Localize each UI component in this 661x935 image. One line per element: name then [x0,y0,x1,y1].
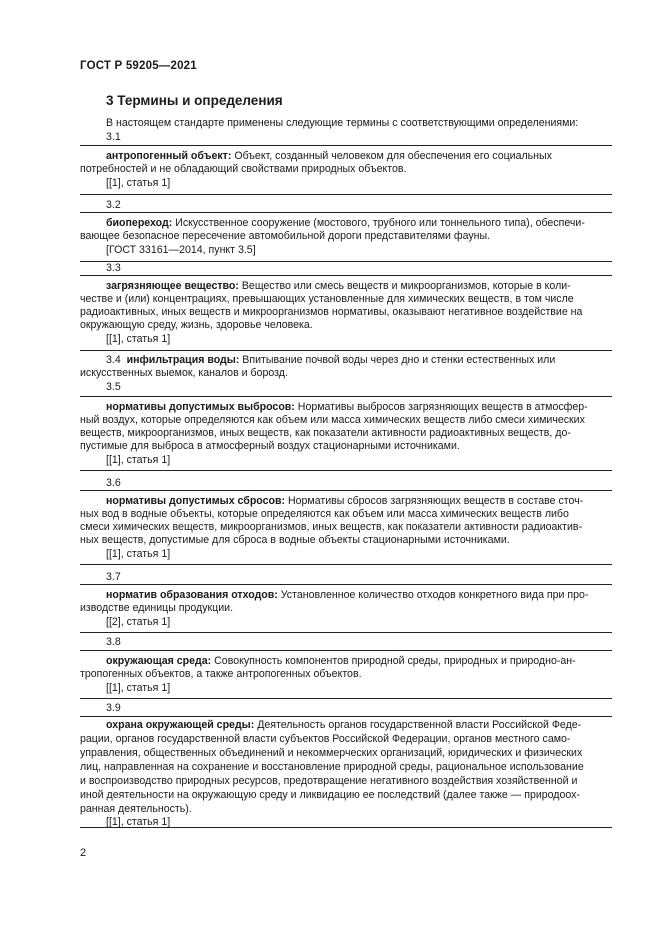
reference: [[1], статья 1] [106,548,171,560]
reference: [[2], статья 1] [106,616,171,628]
entry-number: 3.8 [106,636,121,648]
intro-text: В настоящем стандарте применены следующие термины с соответствующими определениями: [106,117,579,129]
definition-line: радиоактивных, иных веществ и микроорганизмов нормативы, оказывают негативное воздействие на [80,306,583,318]
term: антропогенный объект: [106,150,232,162]
reference: [ГОСТ 33161—2014, пункт 3.5] [106,244,256,256]
definition-box [80,145,612,195]
term: инфильтрация воды: [126,354,240,366]
definition-line: рации, органов государственной власти субъектов Российской Федерации, органов местного само- [80,733,571,745]
definition-line: вающее безопасное пересечение автомобильной дороги представителями фауны. [80,230,491,242]
term: загрязняющее вещество: [106,280,239,292]
entry-number: 3.3 [106,262,121,274]
definition-line: иной деятельности на окружающую среду и ликвидацию ее последствий (далее также — природоох- [80,789,580,801]
definition-line: искусственных выемок, каналов и борозд. [80,367,288,380]
definition-line: лиц, направленная на сохранение и восстановление природной среды, рациональное использование [80,761,584,773]
definition-line: изводстве единицы продукции. [80,602,234,614]
definition-line: пустимые для выброса в атмосферный воздух стационарными источниками. [80,440,460,452]
entry-number: 3.9 [106,702,121,714]
entry-number: 3.1 [106,131,121,143]
definition-line: ных веществ, допустимые для сброса в водные объекты стационарными источниками. [80,534,510,546]
reference: [[1], статья 1] [106,682,171,694]
reference: [[1], статья 1] [106,816,171,828]
reference: [[1], статья 1] [106,177,171,189]
definition-line: ный воздух, которые определяются как объем или масса химических веществ либо смеси химических [80,414,585,426]
definition-line: антропогенный объект: Объект, созданный человеком для обеспечения его социальных [106,150,552,162]
definition-box [80,275,612,351]
term: биопереход: [106,217,173,229]
reference: [[1], статья 1] [106,454,171,466]
definition-line: загрязняющее вещество: Вещество или смесь веществ и микроорганизмов, которые в коли- [106,280,571,292]
definition-box [80,716,612,828]
definition-line: биопереход: Искусственное сооружение (мостового, трубного или тоннельного типа), обеспечи- [106,217,585,229]
entry-number: 3.5 [106,381,121,393]
definition-line: веществ, микроорганизмов, иных веществ, как показатели активности радиоактивных веществ, до- [80,427,571,439]
definition-line: ных вод в водные объекты, которые определяются как объем или масса химических веществ либо [80,508,569,520]
term: охрана окружающей среды: [106,719,255,731]
definition-line: управления, общественных объединений и некоммерческих организаций, юридических и физических [80,747,583,759]
reference: [[1], статья 1] [106,333,171,345]
definition-line: окружающую среду, жизнь, здоровье человека. [80,319,313,331]
definition-line: потребностей и не обладающий свойствами природных объектов. [80,163,407,175]
definition-line: норматив образования отходов: Установленное количество отходов конкретного вида при про- [106,589,589,601]
definition-box [80,650,612,699]
entry-number: 3.6 [106,477,121,489]
definition-line: охрана окружающей среды: Деятельность органов государственной власти Российской Феде- [106,719,582,731]
definition-line: и воспроизводство природных ресурсов, предотвращение негативного воздействия хозяйственной и [80,775,578,787]
definition-box [80,212,612,262]
term: норматив образования отходов: [106,589,278,601]
entry-number: 3.7 [106,571,121,583]
definition-line: честве и (или) концентрациях, превышающих установленные для химических веществ, в том числе [80,293,574,305]
definition-line: смеси химических веществ, микроорганизмов, иных веществ, как показатели активности радиоактив- [80,521,583,533]
section-title: 3 Термины и определения [106,93,283,108]
definition-line: тропогенных объектов, а также антропогенных объектов. [80,668,362,680]
definition-line: окружающая среда: Совокупность компонентов природной среды, природных и природно-ан- [106,655,576,667]
definition-line: 3.4 инфильтрация воды: Впитывание почвой воды через дно и стенки естественных или [106,354,556,366]
entry-number: 3.2 [106,199,121,211]
definition-box [80,584,612,633]
page-number: 2 [80,847,87,859]
definition-box [80,490,612,565]
term: окружающая среда: [106,655,212,667]
definition-plain [80,354,612,381]
definition-line: нормативы допустимых сбросов: Нормативы сбросов загрязняющих веществ в составе сточ- [106,495,584,507]
standard-designation: ГОСТ Р 59205—2021 [80,60,197,72]
entry-number: 3.4 [106,354,121,366]
term: нормативы допустимых сбросов: [106,495,286,507]
term: нормативы допустимых выбросов: [106,401,295,413]
definition-line: нормативы допустимых выбросов: Нормативы выбросов загрязняющих веществ в атмосфер- [106,401,588,413]
definition-box [80,396,612,471]
definition-line: ранная деятельность). [80,803,192,815]
